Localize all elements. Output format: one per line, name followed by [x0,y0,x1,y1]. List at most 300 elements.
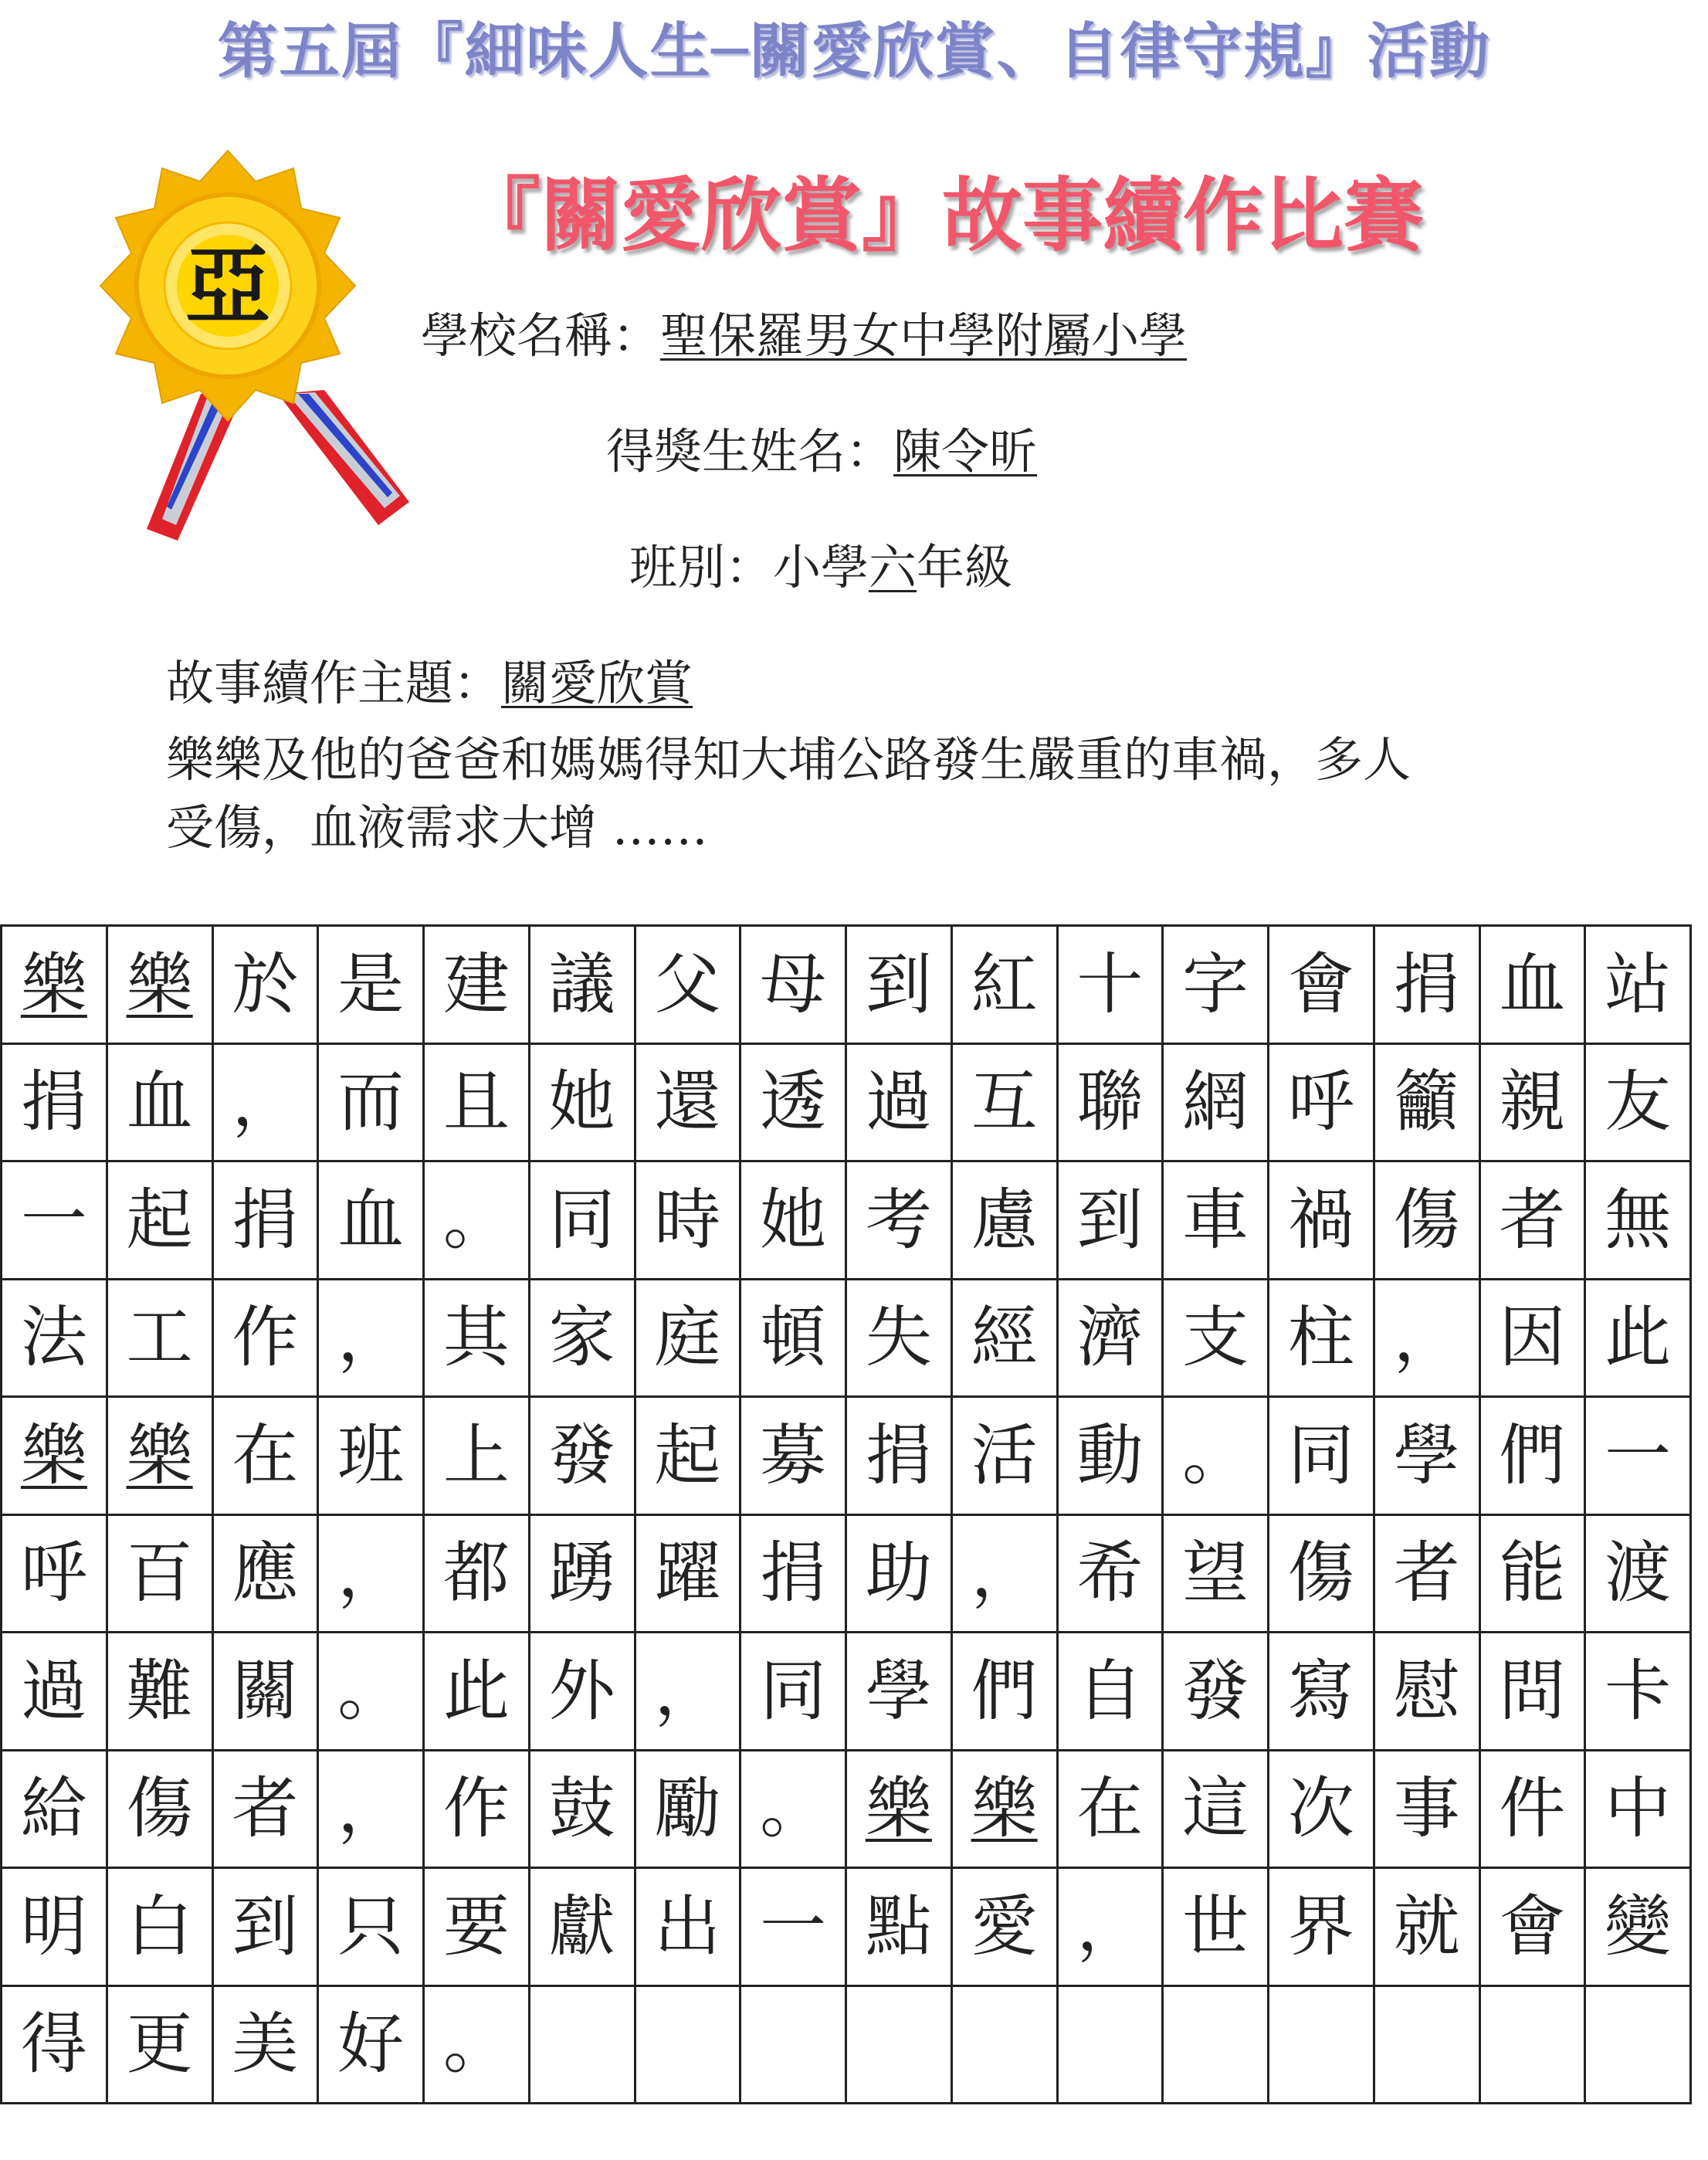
grid-cell [530,1633,636,1751]
grid-cell [1375,1045,1481,1163]
grid-cell [425,1280,530,1399]
grid-cell [530,927,636,1045]
grid-char: 變 [1605,1887,1672,1965]
class-label: 班別：小學 [629,539,869,595]
grid-char: 樂 [971,1770,1038,1848]
grid-cell [1164,1398,1269,1516]
grid-char: 應 [232,1534,299,1612]
grid-cell [1586,1633,1692,1751]
grid-char: 於 [232,945,299,1023]
grid-cell [847,1045,953,1163]
grid-cell [108,1869,214,1987]
grid-char: 呼 [1287,1063,1354,1141]
grid-cell [1164,1280,1269,1399]
grid-cell [2,1398,108,1516]
grid-char: 且 [442,1063,510,1141]
grid-char: 親 [1499,1063,1566,1141]
grid-char: 時 [654,1181,721,1259]
grid-cell [1586,1045,1692,1163]
grid-cell [2,1162,108,1280]
grid-char: 更 [126,2006,193,2084]
grid-char: 們 [1499,1416,1566,1494]
grid-char: 捐 [865,1416,932,1494]
grid-cell [953,1633,1059,1751]
grid-cell [2,1516,108,1634]
grid-cell [1059,1398,1164,1516]
grid-char: 作 [232,1299,299,1377]
grid-char: 。 [1182,1416,1249,1494]
grid-cell [1059,1162,1164,1280]
grid-char: ， [337,1299,405,1377]
grid-char: 踴 [548,1534,615,1612]
prompt-line-1: 樂樂及他的爸爸和媽媽得知大埔公路發生嚴重的車禍，多人 [166,731,1411,788]
grid-cell [108,1398,214,1516]
grid-cell [2,927,108,1045]
grid-char: 庭 [654,1299,721,1377]
grid-char: 發 [1182,1652,1249,1730]
grid-char: 明 [20,1887,87,1965]
grid-char: 其 [442,1299,510,1377]
grid-char: ， [654,1652,721,1730]
grid-cell [636,1869,742,1987]
grid-cell [636,1516,742,1634]
grid-char: 聯 [1076,1063,1144,1141]
grid-char: 外 [548,1652,615,1730]
grid-char: 血 [1499,945,1566,1023]
grid-cell [1164,1869,1269,1987]
grid-cell [1375,1869,1481,1987]
grid-char: 還 [654,1063,721,1141]
grid-char: 都 [442,1534,510,1612]
grid-cell [108,927,214,1045]
class-line [629,529,1012,598]
grid-cell [319,1869,425,1987]
grid-char: 考 [865,1181,932,1259]
grid-cell [1481,1751,1587,1870]
grid-cell [1481,1516,1587,1634]
grid-char: 中 [1605,1770,1672,1848]
grid-cell [1375,927,1481,1045]
grid-cell [108,1751,214,1870]
grid-char: 她 [548,1063,615,1141]
grid-cell [108,1516,214,1634]
grid-char: 界 [1287,1887,1354,1965]
grid-cell [214,1280,320,1399]
grid-char: 過 [865,1063,932,1141]
grid-char: 希 [1076,1534,1144,1612]
grid-cell [2,1869,108,1987]
grid-char: 就 [1393,1887,1460,1965]
grid-cell [1375,1751,1481,1870]
grid-cell [1481,1633,1587,1751]
grid-cell [636,1162,742,1280]
grid-char: 躍 [654,1534,721,1612]
grid-char: 父 [654,945,721,1023]
grid-char: 一 [1605,1416,1672,1494]
grid-char: ， [337,1534,405,1612]
grid-char: 者 [232,1770,299,1848]
grid-cell [847,1162,953,1280]
grid-char: 渡 [1605,1534,1672,1612]
grid-char: 禍 [1287,1181,1354,1259]
grid-cell [636,1987,742,2105]
grid-char: 得 [20,2006,87,2084]
grid-cell [1586,1751,1692,1870]
grid-cell [1481,1398,1587,1516]
grid-cell [953,1987,1059,2105]
grid-char: 同 [1287,1416,1354,1494]
grid-char: 。 [760,1770,827,1848]
grid-cell [953,1751,1059,1870]
grid-cell [214,1751,320,1870]
grid-cell [530,1516,636,1634]
grid-cell [953,1516,1059,1634]
grid-char: 慰 [1393,1652,1460,1730]
grid-char: 要 [442,1887,510,1965]
grid-char: 這 [1182,1770,1249,1848]
grid-char: 勵 [654,1770,721,1848]
grid-cell [1269,1751,1375,1870]
grid-char: 難 [126,1652,193,1730]
grid-char: 次 [1287,1770,1354,1848]
grid-cell [1586,1280,1692,1399]
grid-cell [1481,1045,1587,1163]
grid-cell [1586,1869,1692,1987]
grid-cell [2,1045,108,1163]
grid-cell [953,1280,1059,1399]
grid-cell [741,1280,847,1399]
grid-cell [425,1987,530,2105]
grid-cell [1164,1633,1269,1751]
grid-cell [108,1045,214,1163]
grid-char: 樂 [20,1416,87,1494]
grid-char: 會 [1287,945,1354,1023]
grid-cell [741,1516,847,1634]
grid-cell [319,1987,425,2105]
grid-char: ， [337,1770,405,1848]
grid-char: 傷 [1287,1534,1354,1612]
grid-char: 百 [126,1534,193,1612]
grid-cell [319,1633,425,1751]
grid-cell [741,1987,847,2105]
grid-char: 捐 [232,1181,299,1259]
grid-char: 點 [865,1887,932,1965]
grid-char: 募 [760,1416,827,1494]
grid-cell [530,1280,636,1399]
grid-cell [847,1751,953,1870]
grid-cell [214,1045,320,1163]
grid-char: 者 [1499,1181,1566,1259]
grid-char: 頓 [760,1299,827,1377]
grid-cell [1375,1516,1481,1634]
grid-cell [741,1045,847,1163]
grid-cell [1481,1869,1587,1987]
grid-cell [1164,1162,1269,1280]
grid-cell [636,927,742,1045]
grid-cell [2,1751,108,1870]
grid-cell [847,1869,953,1987]
grid-char: 工 [126,1299,193,1377]
grid-char: 世 [1182,1887,1249,1965]
grid-cell [1586,1987,1692,2105]
event-title: 第五屆『細味人生─關愛欣賞、自律守規』活動 [217,17,1491,86]
grid-char: 能 [1499,1534,1566,1612]
grid-char: 事 [1393,1770,1460,1848]
grid-char: 十 [1076,945,1144,1023]
grid-cell [319,1280,425,1399]
grid-cell [1481,1162,1587,1280]
grid-cell [1375,1280,1481,1399]
grid-cell [425,1162,530,1280]
grid-cell [1269,1398,1375,1516]
grid-cell [741,1633,847,1751]
grid-cell [425,1398,530,1516]
grid-cell [1164,1987,1269,2105]
grid-char: 在 [232,1416,299,1494]
grid-char: 一 [20,1181,87,1259]
grid-cell [847,1398,953,1516]
grid-char: 字 [1182,945,1249,1023]
grid-cell [214,1516,320,1634]
grid-char: 自 [1076,1652,1144,1730]
grid-cell [319,1045,425,1163]
grid-char: 好 [337,2006,405,2084]
grid-cell [2,1633,108,1751]
grid-char: 活 [971,1416,1038,1494]
grid-cell [1164,1751,1269,1870]
grid-char: 班 [337,1416,405,1494]
school-value: 聖保羅男女中學附屬小學 [660,307,1188,364]
grid-cell [1481,1280,1587,1399]
grid-cell [530,1751,636,1870]
grid-char: 柱 [1287,1299,1354,1377]
prompt-line-2: 受傷，血液需求大增 …… [166,799,708,856]
grid-char: 議 [548,945,615,1023]
grid-cell [1164,927,1269,1045]
grid-char: 血 [126,1063,193,1141]
grid-char: 家 [548,1299,615,1377]
grid-char: 傷 [1393,1181,1460,1259]
grid-char: 血 [337,1181,405,1259]
grid-cell [530,1045,636,1163]
contest-title: 『關愛欣賞』故事續作比賽 [459,168,1424,263]
grid-cell [1375,1633,1481,1751]
grid-cell [1586,1516,1692,1634]
school-label: 學校名稱： [421,307,661,364]
grid-char: 因 [1499,1299,1566,1377]
grid-cell [847,1633,953,1751]
grid-cell [1481,927,1587,1045]
grid-cell [1059,1633,1164,1751]
grid-cell [953,1162,1059,1280]
grid-cell [1269,1987,1375,2105]
grid-cell [953,1045,1059,1163]
grid-cell [636,1280,742,1399]
grid-cell [319,1516,425,1634]
grid-cell [1059,1516,1164,1634]
grid-cell [1586,927,1692,1045]
grid-cell [636,1045,742,1163]
grid-char: 上 [442,1416,510,1494]
grid-char: 濟 [1076,1299,1144,1377]
grid-char: 是 [337,945,405,1023]
grid-cell [319,1162,425,1280]
grid-cell [1375,1398,1481,1516]
grid-cell [214,1162,320,1280]
grid-cell [636,1633,742,1751]
grid-char: 鼓 [548,1770,615,1848]
grid-char: 法 [20,1299,87,1377]
class-grade: 六 [869,539,917,595]
grid-char: 而 [337,1063,405,1141]
grid-cell [214,1398,320,1516]
grid-char: 發 [548,1416,615,1494]
grid-cell [1269,1516,1375,1634]
grid-cell [1586,1398,1692,1516]
grid-cell [1586,1162,1692,1280]
grid-char: 望 [1182,1534,1249,1612]
grid-char: 互 [971,1063,1038,1141]
grid-char: 到 [865,945,932,1023]
grid-char: 出 [654,1887,721,1965]
grid-cell [1164,1516,1269,1634]
student-value: 陳令昕 [893,423,1038,480]
theme-label: 故事續作主題： [166,655,502,711]
grid-char: 透 [760,1063,827,1141]
grid-char: 失 [865,1299,932,1377]
grid-char: 捐 [20,1063,87,1141]
grid-cell [319,1398,425,1516]
grid-char: 她 [760,1181,827,1259]
grid-char: 會 [1499,1887,1566,1965]
grid-char: 寫 [1287,1652,1354,1730]
grid-cell [108,1987,214,2105]
grid-char: 關 [232,1652,299,1730]
grid-cell [319,1751,425,1870]
grid-char: 車 [1182,1181,1249,1259]
grid-char: 學 [865,1652,932,1730]
grid-cell [530,1987,636,2105]
grid-cell [636,1751,742,1870]
grid-char: 。 [442,2006,510,2084]
grid-char: 愛 [971,1887,1038,1965]
grid-char: 起 [654,1416,721,1494]
grid-cell [425,1516,530,1634]
grid-char: 者 [1393,1534,1460,1612]
grid-cell [1269,1045,1375,1163]
theme-value: 關愛欣賞 [501,655,693,711]
grid-cell [530,1869,636,1987]
award-ribbon-icon [85,139,425,548]
story-prompt [166,726,1556,862]
grid-cell [1269,927,1375,1045]
grid-cell [1059,1045,1164,1163]
grid-char: 捐 [760,1534,827,1612]
grid-char: 捐 [1393,945,1460,1023]
grid-char: 過 [20,1652,87,1730]
grid-cell [741,1751,847,1870]
grid-cell [425,1045,530,1163]
grid-char: 問 [1499,1652,1566,1730]
medal-rank: 亞 [185,236,270,335]
student-label: 得獎生姓名： [606,423,894,480]
grid-cell [1269,1869,1375,1987]
grid-char: ， [232,1063,299,1141]
grid-char: 白 [126,1887,193,1965]
grid-cell [425,1751,530,1870]
grid-char: 經 [971,1299,1038,1377]
grid-char: 只 [337,1887,405,1965]
grid-cell [1059,1987,1164,2105]
grid-char: 此 [442,1652,510,1730]
grid-cell [108,1162,214,1280]
grid-cell [1375,1162,1481,1280]
grid-cell [953,1869,1059,1987]
grid-char: 助 [865,1534,932,1612]
grid-char: 傷 [126,1770,193,1848]
grid-cell [1481,1987,1587,2105]
grid-cell [530,1398,636,1516]
grid-cell [214,1633,320,1751]
grid-char: 卡 [1605,1652,1672,1730]
grid-cell [636,1398,742,1516]
grid-char: 作 [442,1770,510,1848]
grid-cell [1059,1280,1164,1399]
grid-cell [214,927,320,1045]
grid-char: 動 [1076,1416,1144,1494]
grid-char: 母 [760,945,827,1023]
grid-char: 慮 [971,1181,1038,1259]
grid-char: ， [1393,1299,1460,1377]
grid-char: 呼 [20,1534,87,1612]
grid-cell [847,1516,953,1634]
grid-cell [530,1162,636,1280]
theme-line [166,645,693,714]
grid-cell [847,1280,953,1399]
grid-char: 友 [1605,1063,1672,1141]
grid-char: ， [971,1534,1038,1612]
grid-char: 網 [1182,1063,1249,1141]
grid-char: 樂 [126,945,193,1023]
grid-cell [214,1987,320,2105]
grid-char: 在 [1076,1770,1144,1848]
grid-char: 們 [971,1652,1038,1730]
grid-char: 學 [1393,1416,1460,1494]
manuscript-grid [0,924,1692,2104]
grid-char: 支 [1182,1299,1249,1377]
grid-cell [214,1869,320,1987]
grid-cell [108,1633,214,1751]
grid-char: 到 [232,1887,299,1965]
grid-cell [953,1398,1059,1516]
grid-char: 同 [548,1181,615,1259]
grid-char: 紅 [971,945,1038,1023]
grid-cell [741,1869,847,1987]
grid-cell [425,1633,530,1751]
grid-char: 無 [1605,1181,1672,1259]
grid-cell [741,927,847,1045]
grid-char: 件 [1499,1770,1566,1848]
grid-cell [1059,1869,1164,1987]
grid-char: 樂 [865,1770,932,1848]
grid-cell [847,927,953,1045]
grid-cell [1375,1987,1481,2105]
grid-char: 。 [337,1652,405,1730]
grid-cell [741,1162,847,1280]
grid-char: 。 [442,1181,510,1259]
grid-char: 建 [442,945,510,1023]
grid-cell [1164,1045,1269,1163]
